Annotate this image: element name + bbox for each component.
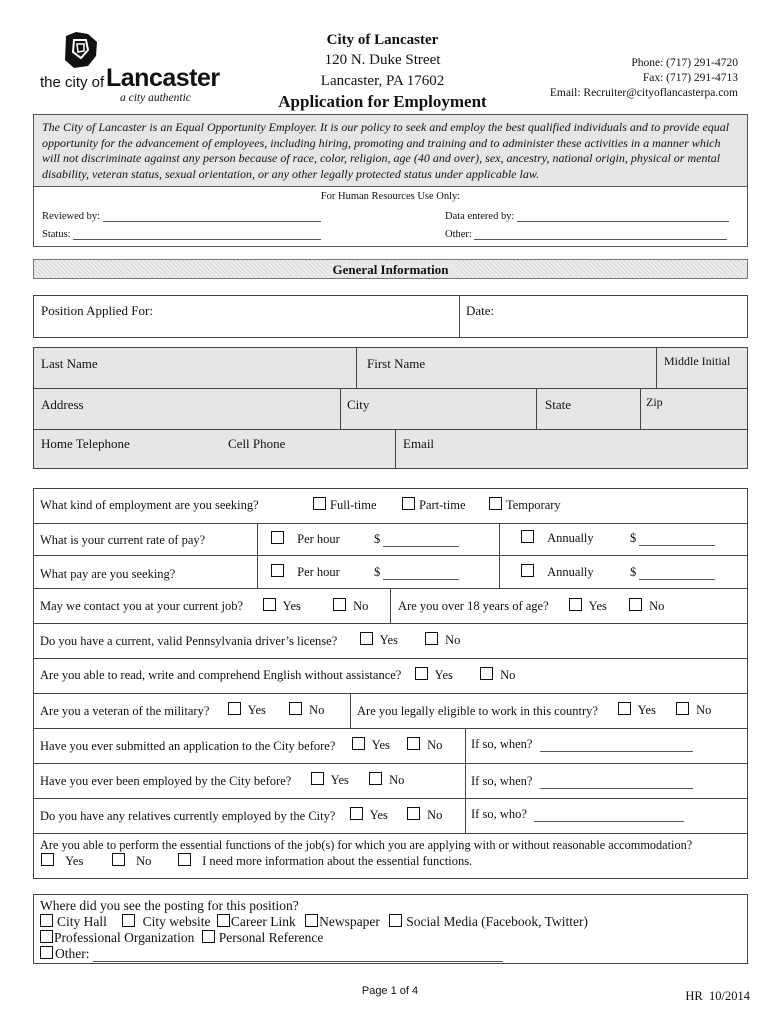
current-hourly-amount-field[interactable]: $ [374,532,459,547]
home-telephone-field[interactable]: Home Telephone [41,436,130,451]
current-annually-checkbox[interactable]: Annually [521,530,594,546]
social-media-checkbox[interactable]: Social Media (Facebook, Twitter) [389,914,588,929]
checkbox-icon [112,853,125,866]
hr-use-heading: For Human Resources Use Only: [320,191,461,202]
checkbox-icon [271,564,284,577]
submitted-before-question: Have you ever submitted an application to the City before? [40,739,336,753]
checkbox-icon [122,914,135,927]
full-time-checkbox[interactable]: Full-time [313,497,377,513]
checkbox-icon [521,564,534,577]
date-field[interactable]: Date: [466,303,495,318]
first-name-field[interactable]: First Name [367,356,426,371]
city-field[interactable]: City [347,397,370,412]
temporary-checkbox[interactable]: Temporary [489,497,561,513]
seeking-per-hour-checkbox[interactable]: Per hour [271,564,340,580]
rose-emblem-icon [62,30,100,70]
employed-before-no[interactable]: No [369,772,404,788]
seeking-hourly-amount-field[interactable]: $ [374,565,459,580]
checkbox-icon [311,772,324,785]
checkbox-icon [629,598,642,611]
eligible-no[interactable]: No [676,702,711,718]
checkbox-icon [618,702,631,715]
veteran-question: Are you a veteran of the military? [40,704,210,718]
checkbox-icon [415,667,428,680]
submitted-before-yes[interactable]: Yes [352,737,390,753]
checkbox-icon [178,853,191,866]
license-yes[interactable]: Yes [360,632,398,648]
checkbox-icon [407,737,420,750]
position-row [33,295,748,338]
seeking-annually-checkbox[interactable]: Annually [521,564,594,580]
relatives-no[interactable]: No [407,807,442,823]
submitted-when-field[interactable]: If so, when? [471,737,693,752]
form-code: HR 10/2014 [685,989,750,1003]
checkbox-icon [407,807,420,820]
employed-before-question: Have you ever been employed by the City before? [40,774,292,788]
address-field[interactable]: Address [41,397,84,412]
logo-text-large: Lancaster [106,64,220,92]
contact-employer-question: May we contact you at your current job? [40,599,244,613]
checkbox-icon [360,632,373,645]
city-state-zip: Lancaster, PA 17602 [320,73,445,89]
checkbox-icon [40,930,53,943]
employed-before-yes[interactable]: Yes [311,772,349,788]
city-website-checkbox[interactable]: City website [122,914,210,929]
status-field[interactable]: Status: [42,228,321,240]
header-block [250,30,515,112]
checkbox-icon [676,702,689,715]
city-logo [40,30,220,105]
eeo-box [33,114,748,247]
checkbox-icon [489,497,502,510]
checkbox-icon [202,930,215,943]
employment-kind-question: What kind of employment are you seeking? [40,498,259,512]
contact-employer-yes[interactable]: Yes [263,598,301,614]
reviewed-by-field[interactable]: Reviewed by: [42,210,321,222]
relatives-yes[interactable]: Yes [350,807,388,823]
contact-info-block [33,347,748,469]
data-entered-by-field[interactable]: Data entered by: [445,210,729,222]
employed-when-field[interactable]: If so, when? [471,774,693,789]
posting-source-box [33,894,748,964]
essential-no[interactable]: No [112,853,151,869]
checkbox-icon [40,946,53,959]
over-18-yes[interactable]: Yes [569,598,607,614]
eligible-question: Are you legally eligible to work in this country? [357,704,598,718]
english-yes[interactable]: Yes [415,667,453,683]
page-title: Application for Employment [278,92,487,111]
zip-field[interactable]: Zip [646,395,663,409]
career-link-checkbox[interactable]: Career Link [217,914,296,929]
relatives-question: Do you have any relatives currently employed by the City? [40,809,336,823]
eligible-yes[interactable]: Yes [618,702,656,718]
relatives-who-field[interactable]: If so, who? [471,807,684,822]
checkbox-icon [228,702,241,715]
checkbox-icon [389,914,402,927]
newspaper-checkbox[interactable]: Newspaper [305,914,380,929]
checkbox-icon [352,737,365,750]
essential-yes[interactable]: Yes [41,853,83,869]
checkbox-icon [305,914,318,927]
contact-block [520,56,738,101]
question-table [33,488,748,879]
checkbox-icon [521,530,534,543]
other-source-field[interactable]: Other: [40,946,503,962]
veteran-yes[interactable]: Yes [228,702,266,718]
contact-employer-no[interactable]: No [333,598,368,614]
other-field[interactable]: Other: [445,228,727,240]
middle-initial-field[interactable]: Middle Initial [664,354,731,368]
personal-reference-checkbox[interactable]: Personal Reference [202,930,324,945]
street-address: 120 N. Duke Street [324,52,441,68]
checkbox-icon [480,667,493,680]
over-18-no[interactable]: No [629,598,664,614]
contact-email: Email: Recruiter@cityoflancasterpa.com [549,87,738,99]
checkbox-icon [402,497,415,510]
checkbox-icon [41,853,54,866]
essential-more-info[interactable]: I need more information about the essential functions. [178,853,472,869]
english-no[interactable]: No [480,667,515,683]
checkbox-icon [350,807,363,820]
fax-number: Fax: (717) 291-4713 [642,72,738,84]
page-number: Page 1 of 4 [361,985,419,997]
position-field[interactable]: Position Applied For: [41,303,153,318]
current-pay-question: What is your current rate of pay? [40,533,206,547]
essential-functions-question: Are you able to perform the essential functions of the job(s) for which you are applying with or without reasonable accommodation? [40,838,693,852]
phone-number: Phone: (717) 291-4720 [631,57,738,69]
logo-tagline: a city authentic [120,92,191,104]
pay-seeking-question: What pay are you seeking? [40,567,176,581]
submitted-before-no[interactable]: No [407,737,442,753]
checkbox-icon [271,531,284,544]
seeking-annual-amount-field[interactable]: $ [630,565,715,580]
checkbox-icon [333,598,346,611]
over-18-question: Are you over 18 years of age? [398,599,549,613]
logo-text-small: the city of [40,74,105,91]
english-question: Are you able to read, write and comprehend English without assistance? [40,668,402,682]
posting-question: Where did you see the posting for this position? [40,898,299,913]
eeo-statement: The City of Lancaster is an Equal Opportunity Employer. It is our policy to seek and employ the best qualified individuals and to provide equal opportunity for the advancement of employees, including hiring, promoting and training and to administer these activities in a manner which will not discriminate against any person because of race, color, religion, age (40 and over), sex, ancestry, national origin, physical or mental disability, veteran status, sexual orientation, or any other legally protected status under applicable law. [34,115,747,187]
checkbox-icon [263,598,276,611]
checkbox-icon [569,598,582,611]
part-time-checkbox[interactable]: Part-time [402,497,466,513]
current-per-hour-checkbox[interactable]: Per hour [271,531,340,547]
last-name-field[interactable]: Last Name [41,356,98,371]
state-field[interactable]: State [545,397,571,412]
city-hall-checkbox[interactable]: City Hall [40,914,107,929]
license-question: Do you have a current, valid Pennsylvania driver’s license? [40,634,338,648]
current-annual-amount-field[interactable]: $ [630,531,715,546]
professional-org-checkbox[interactable]: Professional Organization [40,930,194,945]
checkbox-icon [40,914,53,927]
org-title: City of Lancaster [326,32,439,48]
checkbox-icon [425,632,438,645]
general-info-heading: General Information [33,259,748,279]
checkbox-icon [217,914,230,927]
checkbox-icon [313,497,326,510]
checkbox-icon [289,702,302,715]
checkbox-icon [369,772,382,785]
license-no[interactable]: No [425,632,460,648]
email-field[interactable]: Email [403,436,435,451]
veteran-no[interactable]: No [289,702,324,718]
cell-phone-field[interactable]: Cell Phone [228,436,286,451]
